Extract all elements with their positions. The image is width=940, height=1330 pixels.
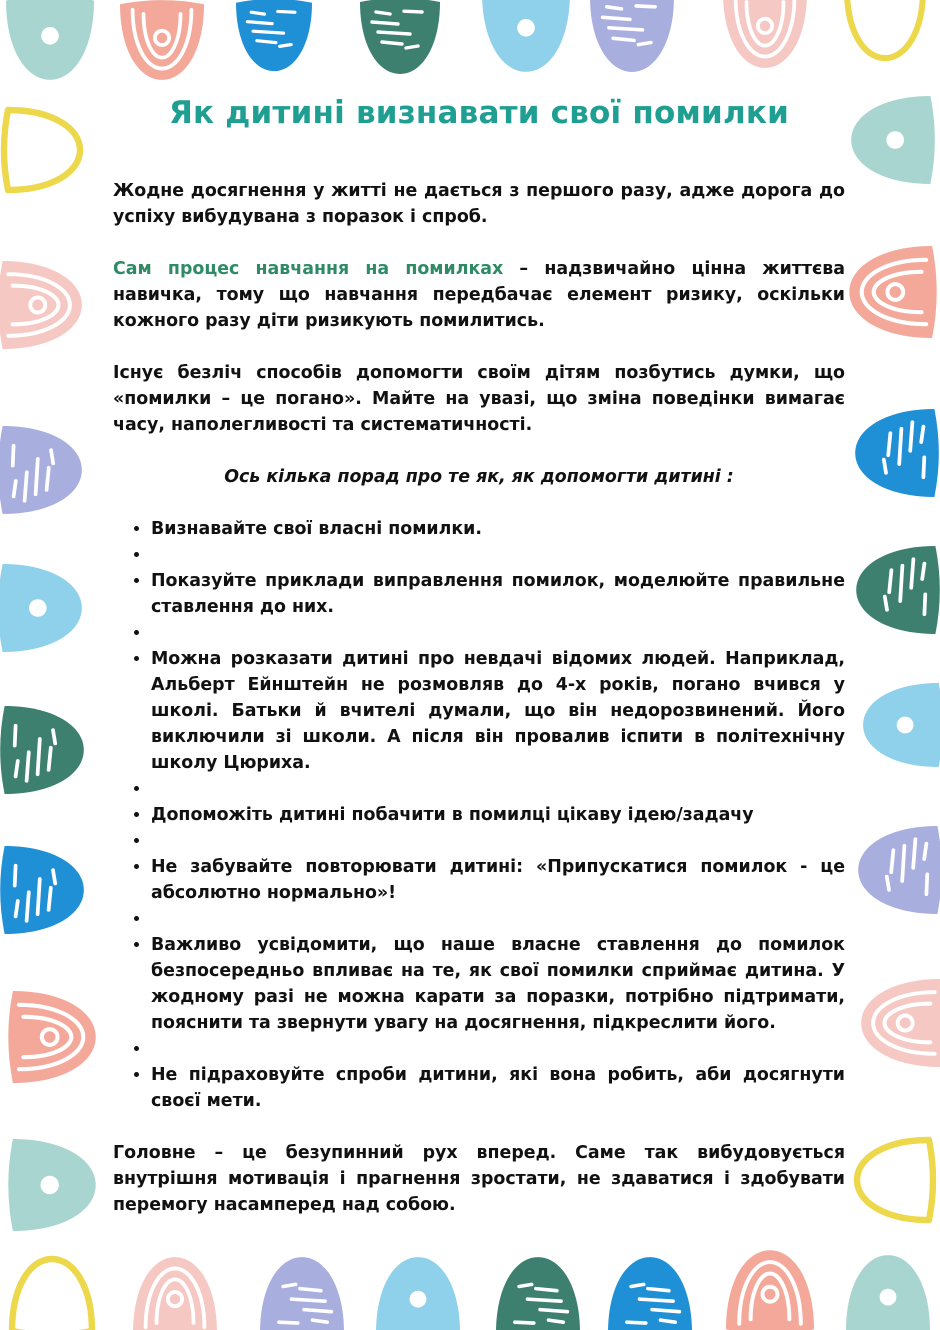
tip-item: • Можна розказати дитині про невдачі відомих людей. Наприклад, Альберт Ейнштейн не розмовляв до 4-х років, погано вчився у школі. Батьки й вчителі думали, що він недорозвинений. Його виключили зі школи. А після він провалив іспити в політехнічну школу Цюриха. xyxy=(151,646,845,776)
tip-item-empty xyxy=(151,906,845,932)
ways-paragraph: Існує безліч способів допомогти своїм дітям позбутись думки, що «помилки – це погано». Майте на увазі, що зміна поведінки вимагає часу, наполегливості та систематичності. xyxy=(113,363,845,435)
concentric-arch-icon xyxy=(849,246,936,338)
striped-bowl-icon xyxy=(0,426,82,514)
half-circle-dot-icon xyxy=(8,1139,95,1231)
striped-bowl-icon xyxy=(236,0,312,71)
concentric-arch-icon xyxy=(723,0,807,68)
striped-bowl-icon xyxy=(496,1257,580,1330)
highlighted-phrase: Сам процес навчання на помилках xyxy=(113,259,504,279)
half-circle-dot-icon xyxy=(863,683,940,767)
tip-item-empty xyxy=(151,542,845,568)
tip-item: • Показуйте приклади виправлення помилок, моделюйте правильне ставлення до них. xyxy=(151,568,845,620)
striped-bowl-icon xyxy=(858,826,940,914)
learning-text: – надзвичайно цінна життєва навичка, тому що навчання передбачає елемент ризику, оскільки кожного разу діти ризикують помилитись. xyxy=(113,259,845,331)
tip-item-empty xyxy=(151,828,845,854)
concentric-arch-icon xyxy=(133,1257,217,1330)
half-circle-dot-icon xyxy=(6,0,94,80)
tip-item: • Не забувайте повторювати дитині: «Припускатися помилок - це абсолютно нормально»! xyxy=(151,854,845,906)
tip-item: • Не підраховуйте спроби дитини, які вона робить, аби досягнути своєї мети. xyxy=(151,1062,845,1114)
striped-bowl-icon xyxy=(856,546,940,634)
striped-bowl-icon xyxy=(608,1257,692,1330)
striped-bowl-icon xyxy=(360,0,440,74)
half-circle-dot-icon xyxy=(846,1255,930,1330)
concentric-arch-icon xyxy=(8,991,95,1083)
d-outline-icon xyxy=(12,1259,92,1330)
d-outline-icon xyxy=(4,110,80,190)
concentric-arch-icon xyxy=(726,1250,814,1330)
page-title: Як дитині визнавати свої помилки xyxy=(168,95,790,131)
striped-bowl-icon xyxy=(855,409,939,497)
concentric-arch-icon xyxy=(861,979,940,1067)
d-outline-icon xyxy=(847,0,923,58)
tip-item: • Визнавайте свої власні помилки. xyxy=(151,516,845,542)
striped-bowl-icon xyxy=(590,0,674,72)
half-circle-dot-icon xyxy=(482,0,570,72)
striped-bowl-icon xyxy=(260,1257,344,1330)
half-circle-dot-icon xyxy=(851,96,935,184)
article xyxy=(113,88,845,1218)
concentric-arch-icon xyxy=(0,261,82,349)
tips-heading: Ось кілька порад про те як, як допомогти дитині : xyxy=(224,467,734,487)
striped-bowl-icon xyxy=(0,706,84,794)
learning-paragraph xyxy=(113,256,845,334)
tips-list xyxy=(113,516,845,1114)
striped-bowl-icon xyxy=(0,846,84,934)
tip-item: • Важливо усвідомити, що наше власне ставлення до помилок безпосередньо впливає на те, як свої помилки сприймає дитина. У жодному разі не можна карати за поразки, потрібно підтримати, пояснити та звернути увагу на досягнення, підкреслити його. xyxy=(151,932,845,1036)
tip-item: • Допоможіть дитині побачити в помилці цікаву ідею/задачу xyxy=(151,802,845,828)
tip-item-empty xyxy=(151,1036,845,1062)
half-circle-dot-icon xyxy=(376,1257,460,1330)
tip-item-empty xyxy=(151,620,845,646)
tip-item-empty xyxy=(151,776,845,802)
d-outline-icon xyxy=(857,1140,933,1220)
half-circle-dot-icon xyxy=(0,564,82,652)
intro-paragraph: Жодне досягнення у житті не дається з першого разу, адже дорога до успіху вибудувана з поразок і спроб. xyxy=(113,181,845,227)
concentric-arch-icon xyxy=(120,0,204,80)
closing-paragraph: Головне – це безупинний рух вперед. Саме так вибудовується внутрішня мотивація і прагнення зростати, не здаватися і здобувати перемогу насамперед над собою. xyxy=(113,1143,845,1215)
